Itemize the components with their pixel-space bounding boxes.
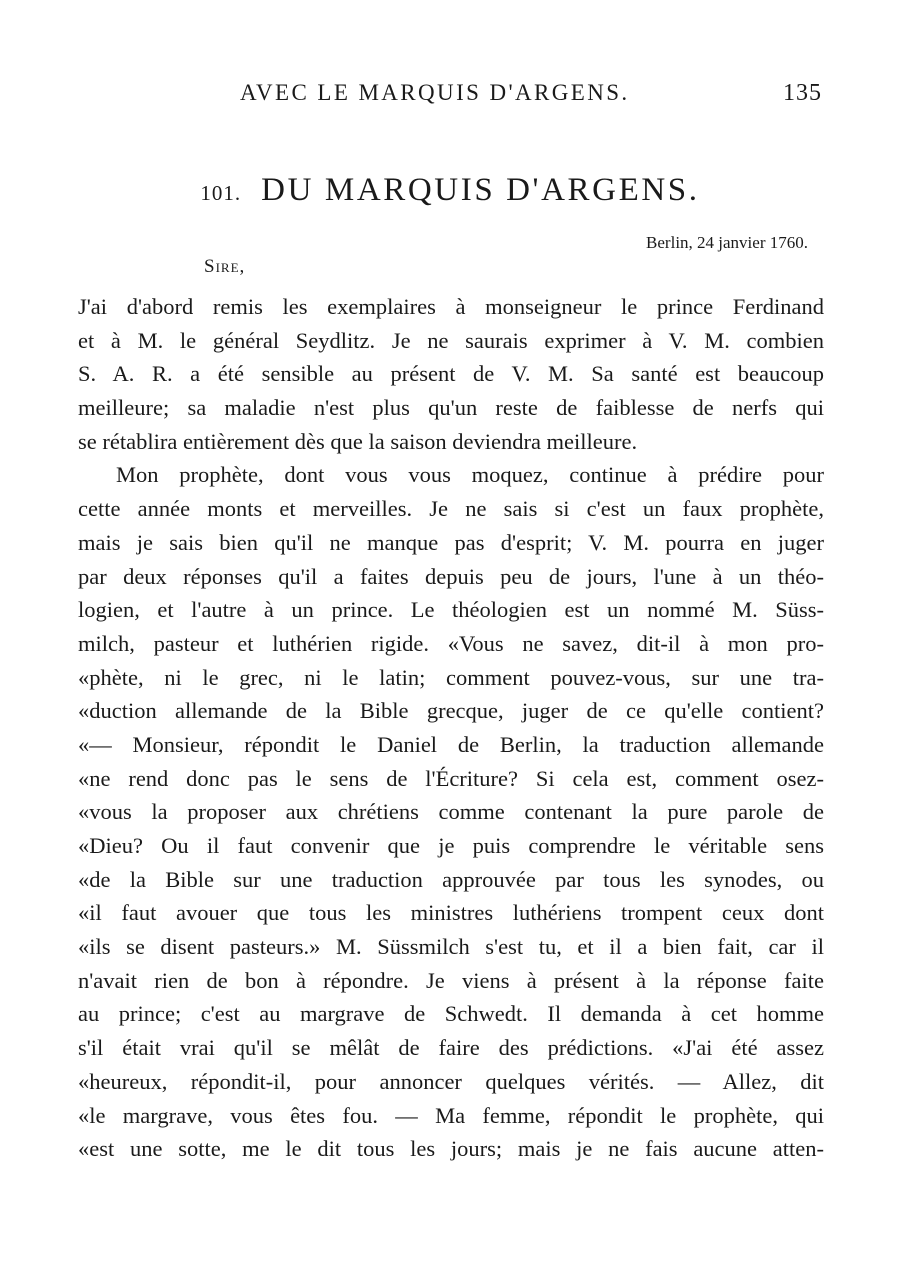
text-line: «il faut avouer que tous les ministres luthériens trompent ceux dont: [78, 900, 824, 926]
text-line: «ils se disent pasteurs.» M. Süssmilch s'est tu, et il a bien fait, car il: [78, 934, 824, 960]
paragraph-1: [78, 290, 824, 458]
letter-heading: [0, 172, 900, 209]
text-line: «phète, ni le grec, ni le latin; comment pouvez-vous, sur une tra-: [78, 664, 824, 690]
text-line: Mon prophète, dont vous vous moquez, continue à prédire pour: [116, 462, 824, 488]
text-line: se rétablira entièrement dès que la saison deviendra meilleure.: [78, 428, 638, 454]
text-line: «Dieu? Ou il faut convenir que je puis comprendre le véritable sens: [78, 833, 824, 858]
text-line: au prince; c'est au margrave de Schwedt. Il demanda à cet homme: [78, 1001, 824, 1027]
text-line: mais je sais bien qu'il ne manque pas d'esprit; V. M. pourra en juger: [78, 529, 824, 555]
text-line: «de la Bible sur une traduction approuvée par tous les synodes, ou: [78, 866, 824, 892]
text-line: par deux réponses qu'il a faites depuis peu de jours, l'une à un théo-: [78, 563, 824, 589]
text-line: «ne rend donc pas le sens de l'Écriture? Si cela est, comment osez-: [78, 765, 824, 791]
text-line: «le margrave, vous êtes fou. — Ma femme, répondit le prophète, qui: [78, 1102, 824, 1128]
text-line: milch, pasteur et luthérien rigide. «Vous ne savez, dit-il à mon pro-: [78, 630, 824, 656]
letter-title: DU MARQUIS D'ARGENS.: [261, 172, 700, 208]
text-line: et à M. le général Seydlitz. Je ne saurais exprimer à V. M. combien: [78, 327, 824, 353]
page-number: 135: [783, 80, 822, 106]
text-line: S. A. R. a été sensible au présent de V. M. Sa santé est beaucoup: [78, 361, 824, 387]
text-line: «duction allemande de la Bible grecque, juger de ce qu'elle contient?: [78, 698, 824, 724]
paragraph-2: [78, 458, 824, 1165]
text-line: «vous la proposer aux chrétiens comme contenant la pure parole de: [78, 799, 824, 825]
dateline: Berlin, 24 janvier 1760.: [646, 233, 808, 252]
text-line: s'il était vrai qu'il se mêlât de faire des prédictions. «J'ai été assez: [78, 1035, 824, 1061]
text-line: «heureux, répondit-il, pour annoncer quelques vérités. — Allez, dit: [78, 1068, 824, 1094]
text-line: «— Monsieur, répondit le Daniel de Berlin, la traduction allemande: [78, 731, 824, 757]
letter-body: [78, 290, 824, 1166]
running-title: AVEC LE MARQUIS D'ARGENS.: [240, 80, 630, 105]
text-line: «est une sotte, me le dit tous les jours; mais je ne fais aucune atten-: [78, 1136, 824, 1162]
text-line: n'avait rien de bon à répondre. Je viens à présent à la réponse faite: [78, 967, 824, 993]
text-line: meilleure; sa maladie n'est plus qu'un reste de faiblesse de nerfs qui: [78, 395, 824, 421]
salutation: Sire,: [204, 256, 246, 277]
running-head: [0, 80, 900, 112]
text-line: logien, et l'autre à un prince. Le théologien est un nommé M. Süss-: [78, 597, 824, 623]
text-line: J'ai d'abord remis les exemplaires à monseigneur le prince Ferdinand: [78, 294, 824, 319]
text-line: cette année monts et merveilles. Je ne sais si c'est un faux prophète,: [78, 496, 824, 522]
letter-number: 101.: [200, 181, 242, 205]
